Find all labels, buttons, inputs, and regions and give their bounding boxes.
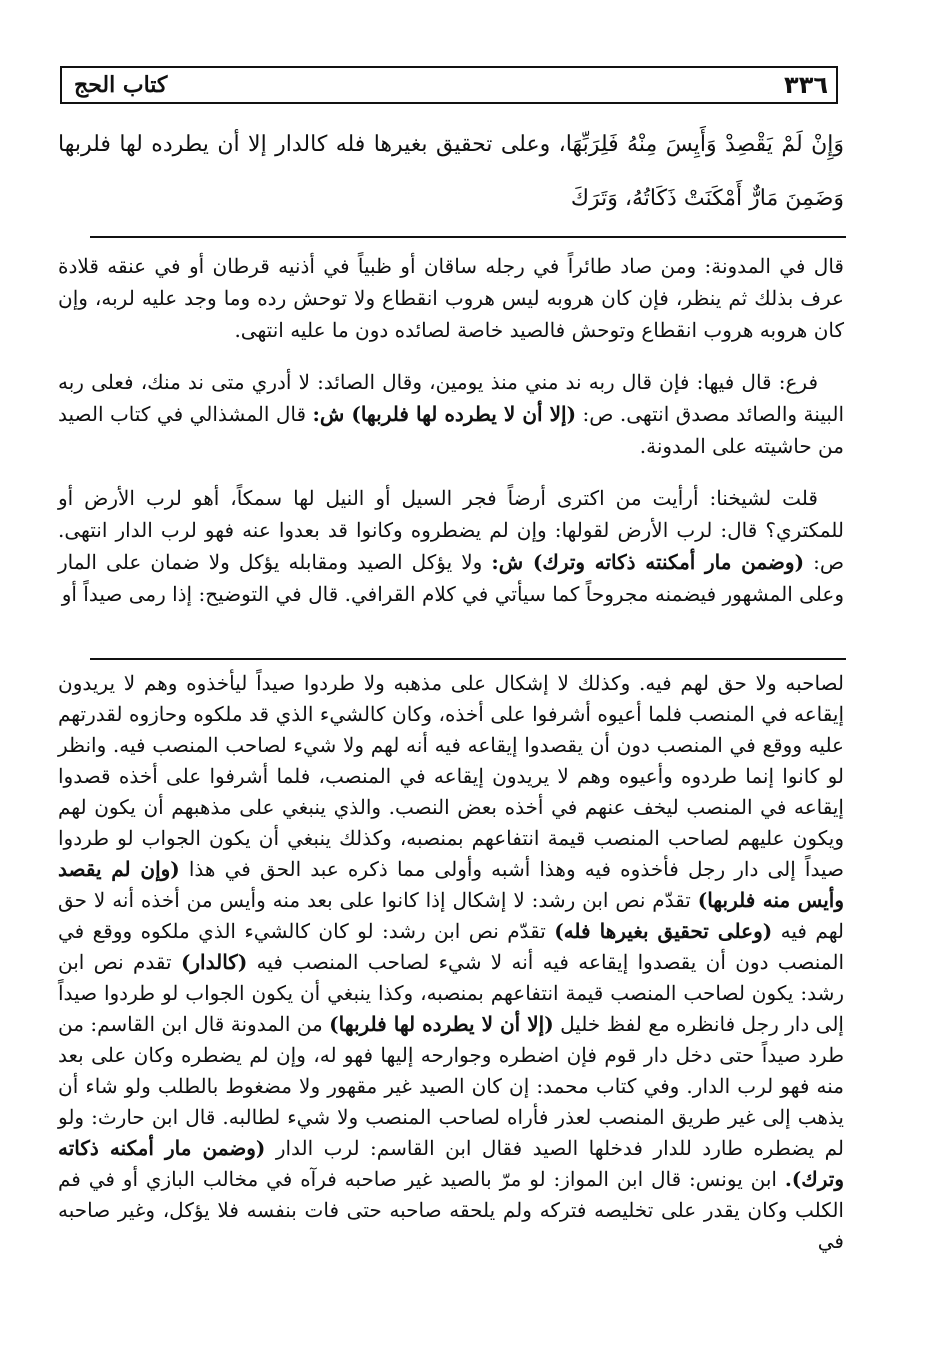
commentary-continuation: لصاحبه ولا حق لهم فيه. وكذلك لا إشكال على مذهبه ولا طردوا صيداً ليأخذوه وهم لا يريدون إيقاعه في المنصب فلما أعيوه أشرفوا على أخذه، وكان كالشيء الذي قد ملكوه وحازوه لقدرتهم عليه ووقع في المنصب دون أن يقصدوا إيقاعه فيه أنه لهم ولا شيء لصاحب المنصب فيه. وانظر لو كانوا إنما طردوه وأعيوه وهم لا يريدون إيقاعه في المنصب، فلما أشرفوا على أخذه قصدوا إيقاعه في المنصب ليخف عنهم في أخذه بعض النصب. والذي ينبغي على مذهبهم أن يكون لهم ويكون عليهم لصاحب المنصب قيمة انتفاعهم بمنصبه، وكذلك ينبغي أن يكون الجواب لو طردوا صيداً إلى دار رجل فأخذوه فيه وهذا أشبه وأولى مما ذكره عبد الحق في هذا (وإن لم يقصد وأيس منه فلربها) تقدّم نص ابن رشد: لا إشكال إذا كانوا على بعد منه وأيس من أخذه أنه لا حق لهم فيه (وعلى تحقيق بغيرها فله) تقدّم نص ابن رشد: لو كان كالشيء الذي ملكوه ووقع في المنصب دون أن يقصدوا إيقاعه فيه أنه لا شيء لصاحب المنصب فيه (كالدار) تقدم نص ابن رشد: يكون لصاحب المنصب قيمة انتفاعهم بمنصبه، وكذا ينبغي أن يكون الجواب لو طردوا صيداً إلى دار رجل فانظره مع لفظ خليل (إلا أن لا يطرده لها فلربها) من المدونة قال ابن القاسم: من طرد صيداً حتى دخل دار قوم فإن اضطره وجوارحه إليها فهو له، وإن لم يضطره وكان على بعد منه فهو لرب الدار. وفي كتاب محمد: إن كان الصيد غير مقهور ولا مضغوط بالطلب ولو شاء أن يذهب إلى غير طريق المنصب لعذر فأراه لصاحب المنصب ولا شيء لطالبه. قال ابن حارث: ولو لم يضطره طارد للدار فدخلها الصيد فقال ابن القاسم: لرب الدار (وضمن مار أمكنه ذكاته وترك). ابن يونس: قال ابن المواز: لو مرّ بالصيد غير صاحبه فرآه في مخالب البازي أو في فم الكلب وكان يقدر على تخليصه فتركه ولم يلحقه صاحبه حتى فات بنفسه فلا يؤكل، وغير صاحبه في bbox=[58, 671, 845, 1253]
commentary-paragraph-3: قلت لشيخنا: أرأيت من اكترى أرضاً فجر السيل أو النيل لها سمكاً، أهو لرب الأرض أو للمكتري؟ قال: لرب الأرض لقولها: وإن لم يضطروه وكانوا قد بعدوا عنه فهو لرب الدار انتهى. ص: (وضمن مار أمكنته ذكاته وترك) ش: ولا يؤكل الصيد ومقابله يؤكل ولا ضمان على المار وعلى المشهور فيضمنه مجروحاً كما سيأتي في كلام القرافي. قال في التوضيح: إذا رمى صيداً أو bbox=[58, 486, 845, 606]
quoted-matn: (إلا أن لا يطرده لها فلربها) bbox=[329, 1012, 554, 1036]
commentary-bottom bbox=[58, 668, 844, 1257]
main-text bbox=[58, 118, 844, 226]
commentary-paragraph-1: قال في المدونة: ومن صاد طائراً في رجله ساقان أو ظبياً في أذنيه قرطان أو في عنقه قلادة عرف بذلك ثم ينظر، فإن كان هروبه ليس هروب انقطاع ولا توحش رده وما وجد عليه لربه، وإن كان هروبه هروب انقطاع وتوحش فالصيد خاصة لصائده دون ما عليه انتهى. bbox=[58, 254, 844, 342]
quoted-matn: (وعلى تحقيق بغيرها فله) bbox=[554, 919, 773, 943]
page-header bbox=[60, 66, 838, 104]
quoted-matn: (كالدار) bbox=[180, 950, 248, 974]
commentary-top bbox=[58, 250, 844, 630]
book-title: كتاب الحج bbox=[74, 72, 168, 98]
quoted-matn: (إلا أن لا يطرده لها فلربها) ش: bbox=[312, 402, 577, 426]
commentary-paragraph-2: فرع: قال فيها: فإن قال ربه ند مني منذ يومين، وقال الصائد: لا أدري متى ند منك، فعلى ربه البينة والصائد مصدق انتهى. ص: (إلا أن لا يطرده لها فلربها) ش: قال المشذالي في كتاب الصيد من حاشيته على المدونة. bbox=[58, 370, 844, 458]
quoted-matn: (وضمن مار أمكنه ذكاته وترك). bbox=[58, 1136, 844, 1191]
divider-bottom bbox=[90, 658, 846, 660]
divider-top bbox=[90, 236, 846, 238]
main-text-body: وَإِنْ لَمْ يَقْصِدْ وَأَيِسَ مِنْهُ فَلِرَبِّهَا، وعلى تحقيق بغيرها فله كالدار إلا أن يطرده لها فلربها وَضَمِنَ مَارٌّ أَمْكَنَتْ ذَكَاتُهُ، وَتَرَكَ bbox=[58, 132, 844, 211]
page-number: ٣٣٦ bbox=[784, 71, 828, 99]
quoted-matn: (وضمن مار أمكنته ذكاته وترك) ش: bbox=[491, 550, 805, 574]
quoted-matn: (وإن لم يقصد وأيس منه فلربها) bbox=[58, 857, 844, 912]
